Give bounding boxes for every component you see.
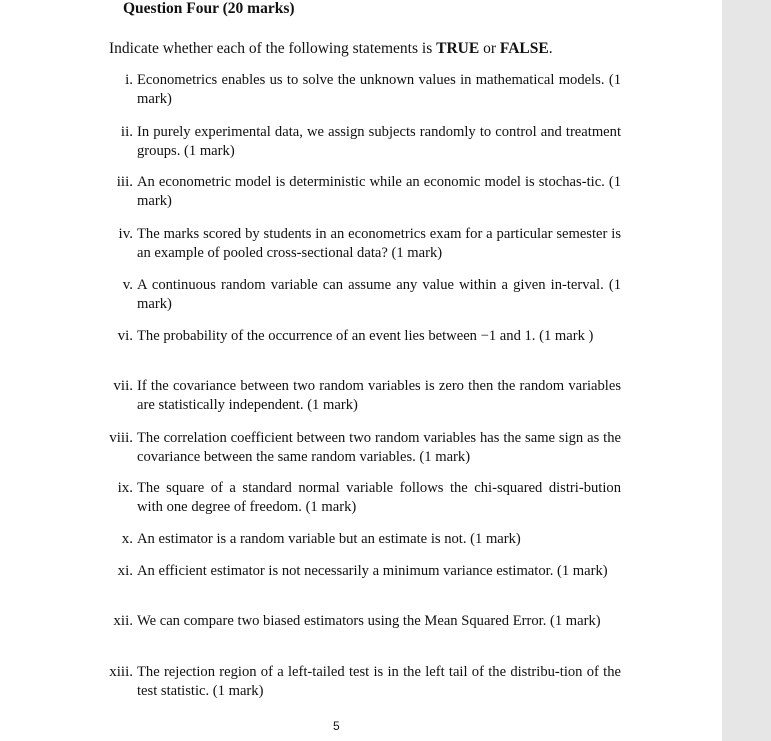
item-number: ix.: [117, 480, 133, 496]
item-text: An estimator is a random variable but an estimate is not. (1 mark): [137, 531, 521, 547]
item-number: xi.: [117, 563, 133, 579]
item-number: xiii.: [109, 664, 133, 680]
item-text: An efficient estimator is not necessarily a minimum variance estimator. (1 mark): [137, 563, 608, 579]
item-text: The rejection region of a left-tailed test is in the left tail of the distribu-tion of the test statistic. (1 mark): [137, 664, 621, 699]
item-text: An econometric model is deterministic while an economic model is stochas-tic. (1 mark): [137, 174, 621, 209]
item-number: vi.: [117, 328, 133, 344]
intro-suffix: .: [548, 40, 553, 57]
item-text: In purely experimental data, we assign subjects randomly to control and treatment groups. (1 mark): [137, 124, 621, 159]
intro-true: TRUE: [436, 40, 480, 57]
item-number: ii.: [120, 124, 133, 140]
question-heading: Question Four (20 marks): [123, 0, 295, 17]
item-number: i.: [125, 72, 133, 88]
question-instructions: [109, 40, 553, 58]
item-number: iii.: [116, 174, 133, 190]
intro-or: or: [479, 40, 500, 57]
item-number: xii.: [113, 613, 133, 629]
item-text: Econometrics enables us to solve the unknown values in mathematical models. (1 mark): [137, 72, 621, 107]
intro-false: FALSE: [499, 40, 549, 57]
item-number: x.: [121, 531, 133, 547]
item-number: vii.: [113, 378, 133, 394]
item-number: iv.: [118, 226, 133, 242]
page-number: 5: [333, 719, 340, 733]
item-text: A continuous random variable can assume any value within a given in-terval. (1 mark): [137, 277, 621, 312]
item-number: viii.: [109, 430, 133, 446]
item-text: If the covariance between two random variables is zero then the random variables are statistically independent. (1 mark): [137, 378, 621, 413]
item-text: The square of a standard normal variable follows the chi-squared distri-bution with one degree of freedom. (1 mark): [137, 480, 621, 515]
item-text: The marks scored by students in an econometrics exam for a particular semester is an example of pooled cross-sectional data? (1 mark): [137, 226, 621, 261]
item-number: v.: [122, 277, 133, 293]
item-text: We can compare two biased estimators using the Mean Squared Error. (1 mark): [137, 613, 601, 629]
item-text: The probability of the occurrence of an event lies between −1 and 1. (1 mark ): [137, 328, 594, 344]
item-text: The correlation coefficient between two random variables has the same sign as the covariance between the same random variables. (1 mark): [137, 430, 621, 465]
intro-prefix: Indicate whether each of the following statements is: [109, 40, 437, 57]
viewer-side-panel: [722, 0, 771, 741]
